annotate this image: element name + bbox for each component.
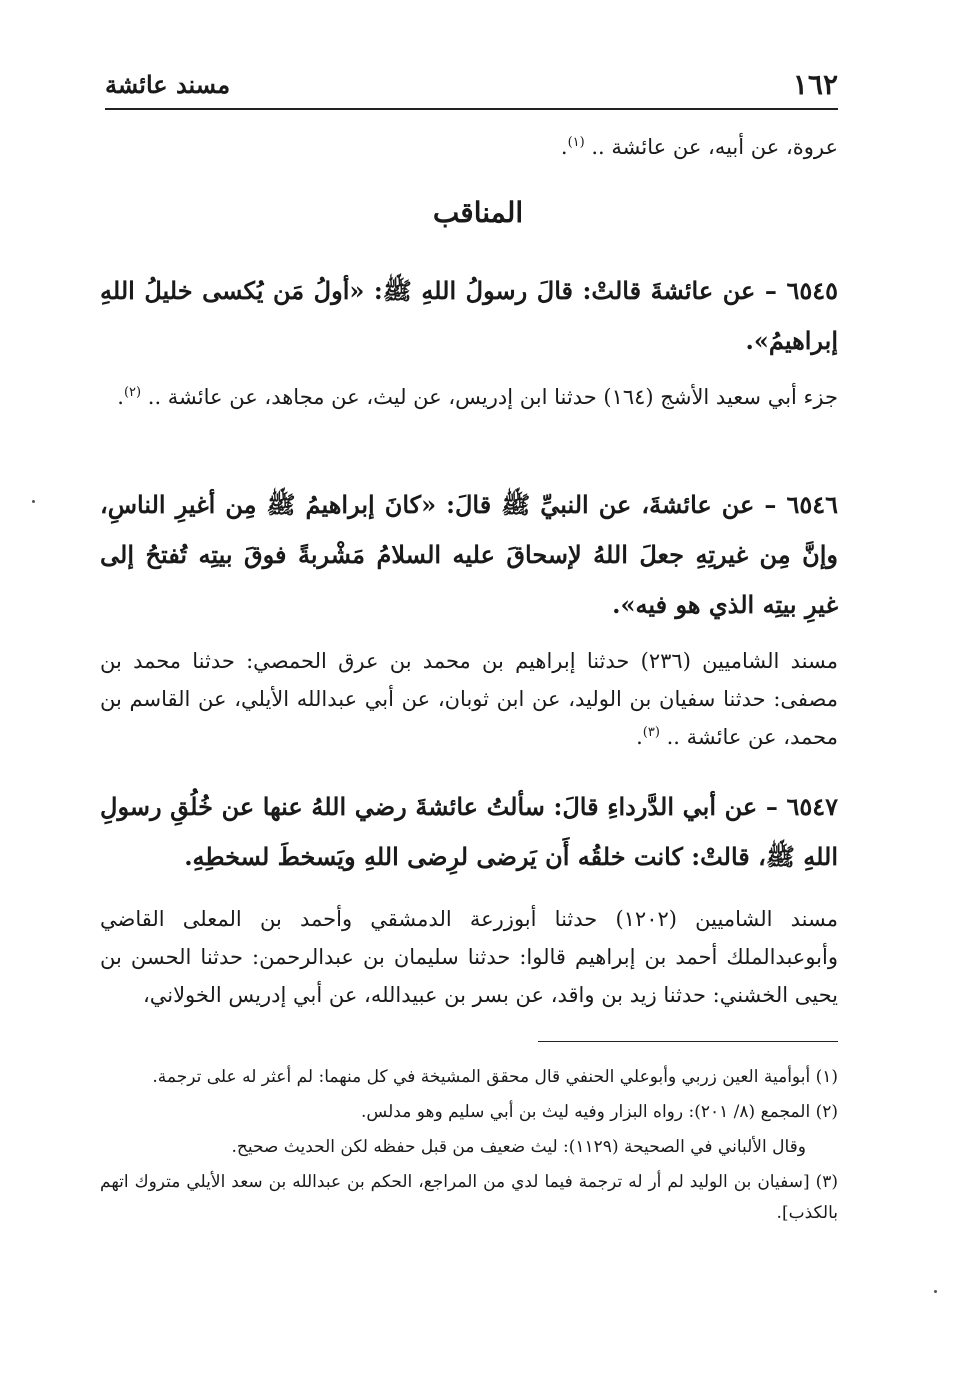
continuation-text: عروة، عن أبيه، عن عائشة ..: [584, 135, 838, 159]
footnote-ref-2: (٢): [123, 385, 142, 400]
footnote-1: [100, 1062, 838, 1093]
footnote-3: [100, 1167, 838, 1229]
scan-speck: [934, 1290, 937, 1293]
footnote-text: وقال الألباني في الصحيحة (١١٢٩): ليث ضعيف من قبل حفظه لكن الحديث صحيح.: [231, 1137, 806, 1157]
hadith-6547: [100, 782, 838, 882]
hadith-6546: [100, 480, 838, 630]
footnote-text: أبوأمية العين زربي وأبوعلي الحنفي قال محقق المشيخة في كل منهما: لم أعثر له على ترجمة.: [152, 1067, 811, 1087]
header-rule: [105, 108, 838, 110]
footnote-text: [سفيان بن الوليد لم أر له ترجمة فيما لدي من المراجع، الحكم بن عبدالله بن سعد الأيلي متروك اتهم بالكذب].: [100, 1172, 838, 1223]
hadith-text: – عن عائشةَ، عن النبيِّ ﷺ قالَ: «كانَ إبراهيمُ ﷺ مِن أغيرِ الناسِ، وإنَّ مِن غيرتِهِ جعلَ اللهُ لإسحاقَ عليه السلامُ مَشْربةً فوقَ بيتِه تُفتحُ إلى غيرِ بيتِه الذي هو فيه».: [100, 490, 838, 619]
footnote-marker: (٣): [815, 1172, 838, 1192]
scan-speck: [32, 500, 35, 503]
footnote-rule: [538, 1041, 838, 1042]
page-header: [105, 66, 838, 106]
footnote-2-continued: [100, 1132, 838, 1163]
section-heading: المناقب: [432, 196, 524, 229]
hadith-text: – عن عائشةَ قالتْ: قالَ رسولُ اللهِ ﷺ: «أولُ مَن يُكسى خليلُ اللهِ إبراهيمُ».: [100, 276, 838, 355]
footnote-text: المجمع (٨/ ٢٠١): رواه البزار وفيه ليث بن أبي سليم وهو مدلس.: [361, 1102, 811, 1122]
page-number: ١٦٢: [792, 68, 838, 101]
source-text: مسند الشاميين (٢٣٦) حدثنا إبراهيم بن محمد بن عرق الحمصي: حدثنا محمد بن مصفى: حدثنا سفيان بن الوليد، عن ابن ثوبان، عن أبي عبدالله الأيلي، عن القاسم بن محمد، عن عائشة ..: [100, 649, 838, 749]
source-6547: [100, 900, 838, 1014]
footnote-ref-3: (٣): [642, 725, 660, 740]
hadith-number: ٦٥٤٥: [786, 276, 838, 305]
running-title: مسند عائشة: [105, 70, 231, 99]
source-6546: مسند الشاميين (٢٣٦) حدثنا إبراهيم بن محمد بن عرق الحمصي: حدثنا محمد بن مصفى: حدثنا سفيان بن الوليد، عن ابن ثوبان، عن أبي عبدالله الأيلي، عن القاسم بن محمد، عن عائشة .. $^{(٣)}$.: [100, 649, 838, 749]
footnotes: [100, 1062, 838, 1233]
continuation-paragraph: عروة، عن أبيه، عن عائشة .. $^{(١)}$.: [560, 135, 838, 159]
hadith-number: ٦٥٤٧: [786, 792, 839, 821]
hadith-text: – عن أبي الدَّرداءِ قالَ: سألتُ عائشةَ رضي اللهُ عنها عن خُلُقِ رسولِ اللهِ ﷺ، قالتْ: كانت خلقُه أَن يَرضى لرِضى اللهِ ويَسخطَ لسخطِهِ.: [100, 792, 838, 871]
source-text: مسند الشاميين (١٢٠٢) حدثنا أبوزرعة الدمشقي وأحمد بن المعلى القاضي وأبوعبدالملك أحمد بن إبراهيم قالوا: حدثنا سليمان بن عبدالرحمن: حدثنا الحسن بن يحيى الخشني: حدثنا زيد بن واقد، عن بسر بن عبيدالله، عن أبي إدريس الخولاني،: [100, 907, 838, 1007]
footnote-ref-1: (١): [567, 135, 585, 150]
footnote-2: [100, 1097, 838, 1128]
hadith-number: ٦٥٤٦: [786, 490, 838, 519]
footnote-marker: (١): [815, 1067, 838, 1087]
footnote-marker: (٢): [815, 1102, 838, 1122]
source-6545: جزء أبي سعيد الأشج (١٦٤) حدثنا ابن إدريس، عن ليث، عن مجاهد، عن عائشة .. $^{(٢)}$.: [117, 385, 838, 409]
hadith-6545: [100, 266, 838, 366]
source-text: جزء أبي سعيد الأشج (١٦٤) حدثنا ابن إدريس، عن ليث، عن مجاهد، عن عائشة ..: [141, 385, 838, 409]
